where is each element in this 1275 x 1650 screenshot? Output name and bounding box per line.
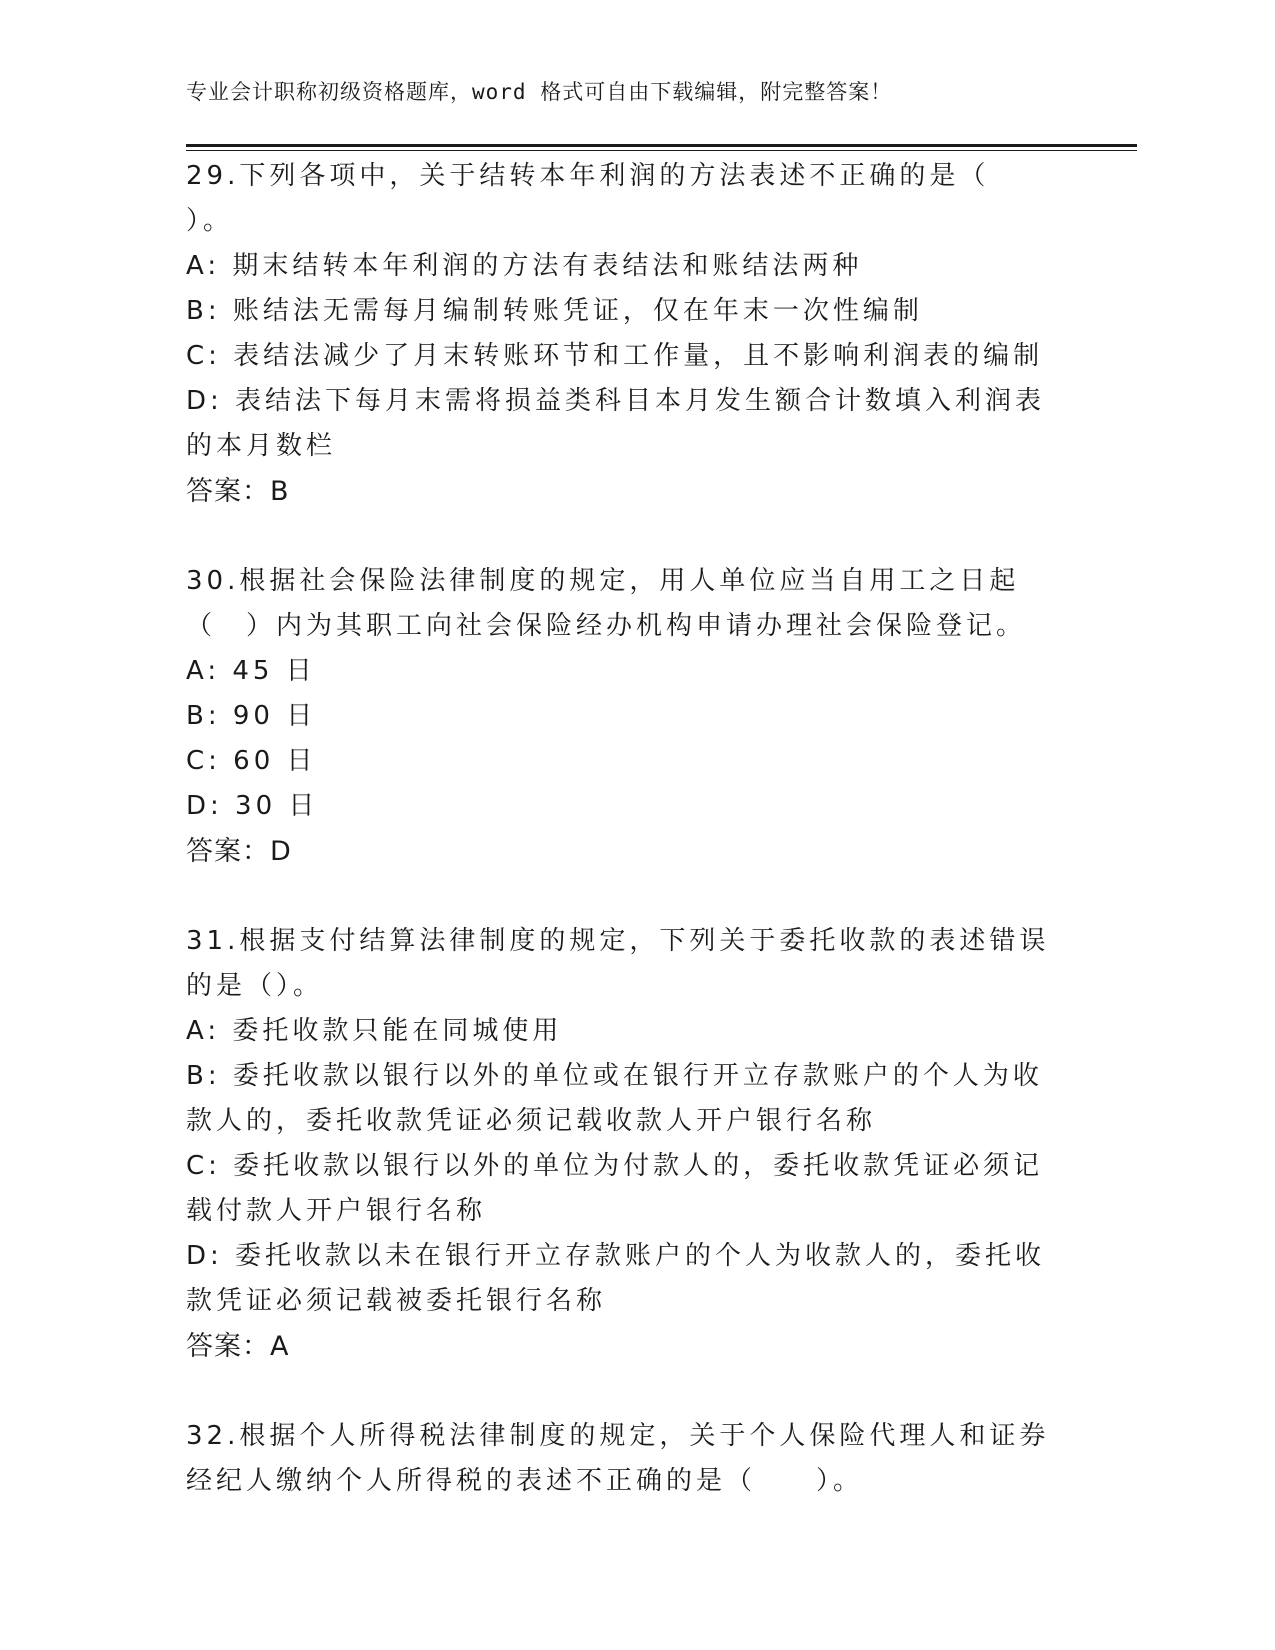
option-b: B: 账结法无需每月编制转账凭证，仅在年末一次性编制 [186,296,923,326]
option-a: A: 45 日 [186,656,316,686]
option-d: D: 委托收款以未在银行开立存款账户的个人为收款人的，委托收款凭证必须记载被委托银行名称 [186,1241,1046,1316]
option-c: C: 60 日 [186,746,317,776]
header-divider-thin [186,150,1137,151]
option-a: A: 委托收款只能在同城使用 [186,1016,563,1046]
answer-line: 答案：D [186,836,292,867]
question-30 [186,559,1066,874]
option-b: B: 90 日 [186,701,317,731]
question-stem: 29.下列各项中，关于结转本年利润的方法表述不正确的是（ ）。 [186,161,1050,236]
option-d: D: 表结法下每月末需将损益类科目本月发生额合计数填入利润表的本月数栏 [186,386,1046,461]
question-29 [186,154,1066,514]
option-a: A: 期末结转本年利润的方法有表结法和账结法两种 [186,251,863,281]
option-c: C: 表结法减少了月末转账环节和工作量，且不影响利润表的编制 [186,341,1044,371]
answer-line: 答案：B [186,476,290,507]
option-c: C: 委托收款以银行以外的单位为付款人的，委托收款凭证必须记载付款人开户银行名称 [186,1151,1044,1226]
question-32 [186,1414,1066,1504]
question-stem: 30.根据社会保险法律制度的规定，用人单位应当自用工之日起（ ）内为其职工向社会保险经办机构申请办理社会保险登记。 [186,566,1027,641]
option-b: B: 委托收款以银行以外的单位或在银行开立存款账户的个人为收款人的，委托收款凭证必须记载收款人开户银行名称 [186,1061,1043,1136]
question-stem: 32.根据个人所得税法律制度的规定，关于个人保险代理人和证券经纪人缴纳个人所得税的表述不正确的是（ ）。 [186,1421,1050,1496]
header-divider-thick [186,144,1137,147]
question-31 [186,919,1066,1369]
page-header: 专业会计职称初级资格题库，word 格式可自由下载编辑，附完整答案！ [186,80,893,104]
option-d: D: 30 日 [186,791,319,821]
question-stem: 31.根据支付结算法律制度的规定，下列关于委托收款的表述错误的是（）。 [186,926,1050,1001]
answer-line: 答案：A [186,1331,290,1362]
question-list [186,154,1066,1549]
